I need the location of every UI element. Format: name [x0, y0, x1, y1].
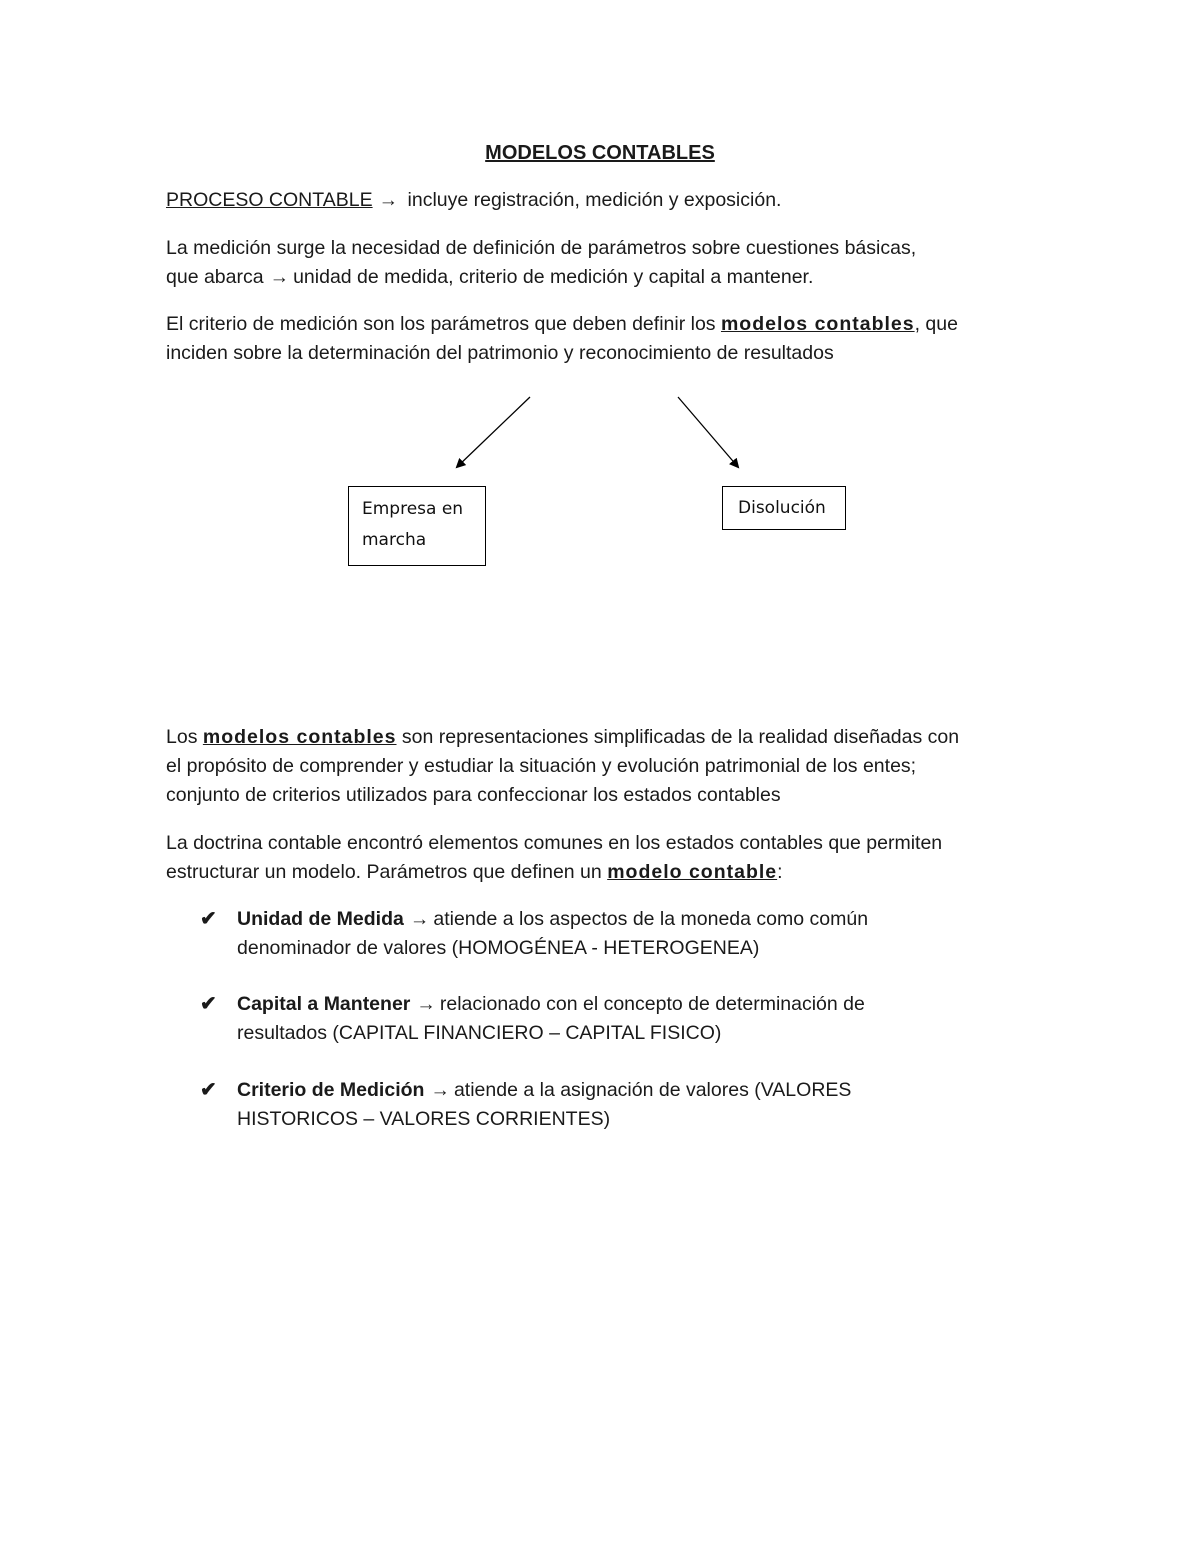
arrow-to-disolucion [678, 397, 738, 467]
right-arrow-icon: → [378, 189, 399, 211]
paragraph-text: : [777, 861, 783, 883]
bullet-text: relacionado con el concepto de determinación de [439, 993, 865, 1015]
checkmark-icon: ✔ [200, 1079, 217, 1101]
checkmark-icon: ✔ [200, 908, 217, 930]
box-line: Empresa en [362, 499, 464, 519]
bullet-text: resultados (CAPITAL FINANCIERO – CAPITAL FISICO) [237, 1022, 722, 1044]
paragraph-text: que abarca [166, 266, 264, 288]
paragraph-line: conjunto de criterios utilizados para confeccionar los estados contables [166, 784, 781, 806]
paragraph-line: el propósito de comprender y estudiar la situación y evolución patrimonial de los entes; [166, 755, 917, 777]
process-label: PROCESO CONTABLE [166, 189, 373, 211]
paragraph-text: Los [166, 726, 198, 748]
bullet-term: Capital a Mantener [237, 993, 411, 1015]
paragraph-doctrina [166, 829, 1046, 887]
paragraph-modelos [166, 723, 1046, 810]
paragraph-text: son representaciones simplificadas de la realidad diseñadas con [401, 726, 960, 748]
bullet-text: atiende a los aspectos de la moneda como común [433, 908, 869, 930]
right-arrow-icon: → [430, 1079, 450, 1101]
bullet-term: Unidad de Medida [237, 908, 404, 930]
box-line: marcha [362, 530, 427, 550]
document-title: MODELOS CONTABLES [485, 142, 715, 164]
right-arrow-icon: → [269, 266, 290, 288]
paragraph-line: La medición surge la necesidad de definición de parámetros sobre cuestiones básicas, [166, 237, 917, 259]
right-arrow-icon: → [409, 908, 430, 930]
paragraph-text: El criterio de medición son los parámetros que deben definir los [166, 313, 716, 335]
bullet-text: HISTORICOS – VALORES CORRIENTES) [237, 1108, 611, 1130]
paragraph-text: estructurar un modelo. Parámetros que definen un [166, 861, 602, 883]
checkmark-icon: ✔ [200, 993, 217, 1015]
bullet-term: Criterio de Medición [237, 1079, 425, 1101]
box-disolucion [722, 486, 846, 530]
bullet-text: atiende a la asignación de valores (VALORES [453, 1079, 852, 1101]
arrow-to-empresa [457, 397, 530, 467]
intro-text: incluye registración, medición y exposición. [407, 189, 782, 211]
keyword-modelos-contables: modelos contables [202, 726, 397, 748]
bullet-text: denominador de valores (HOMOGÉNEA - HETEROGENEA) [237, 937, 760, 959]
box-empresa-en-marcha [348, 486, 486, 566]
paragraph-text: , que [914, 313, 958, 335]
diagram-arrows [0, 0, 1200, 600]
paragraph-line: inciden sobre la determinación del patrimonio y reconocimiento de resultados [166, 342, 834, 364]
box-line: Disolución [738, 498, 826, 518]
right-arrow-icon: → [416, 993, 436, 1015]
keyword-modelos-contables: modelos contables [720, 313, 915, 335]
paragraph-text: unidad de medida, criterio de medición y capital a mantener. [293, 266, 814, 288]
paragraph-line: La doctrina contable encontró elementos comunes en los estados contables que permiten [166, 832, 943, 854]
keyword-modelo-contable: modelo contable [607, 861, 778, 883]
